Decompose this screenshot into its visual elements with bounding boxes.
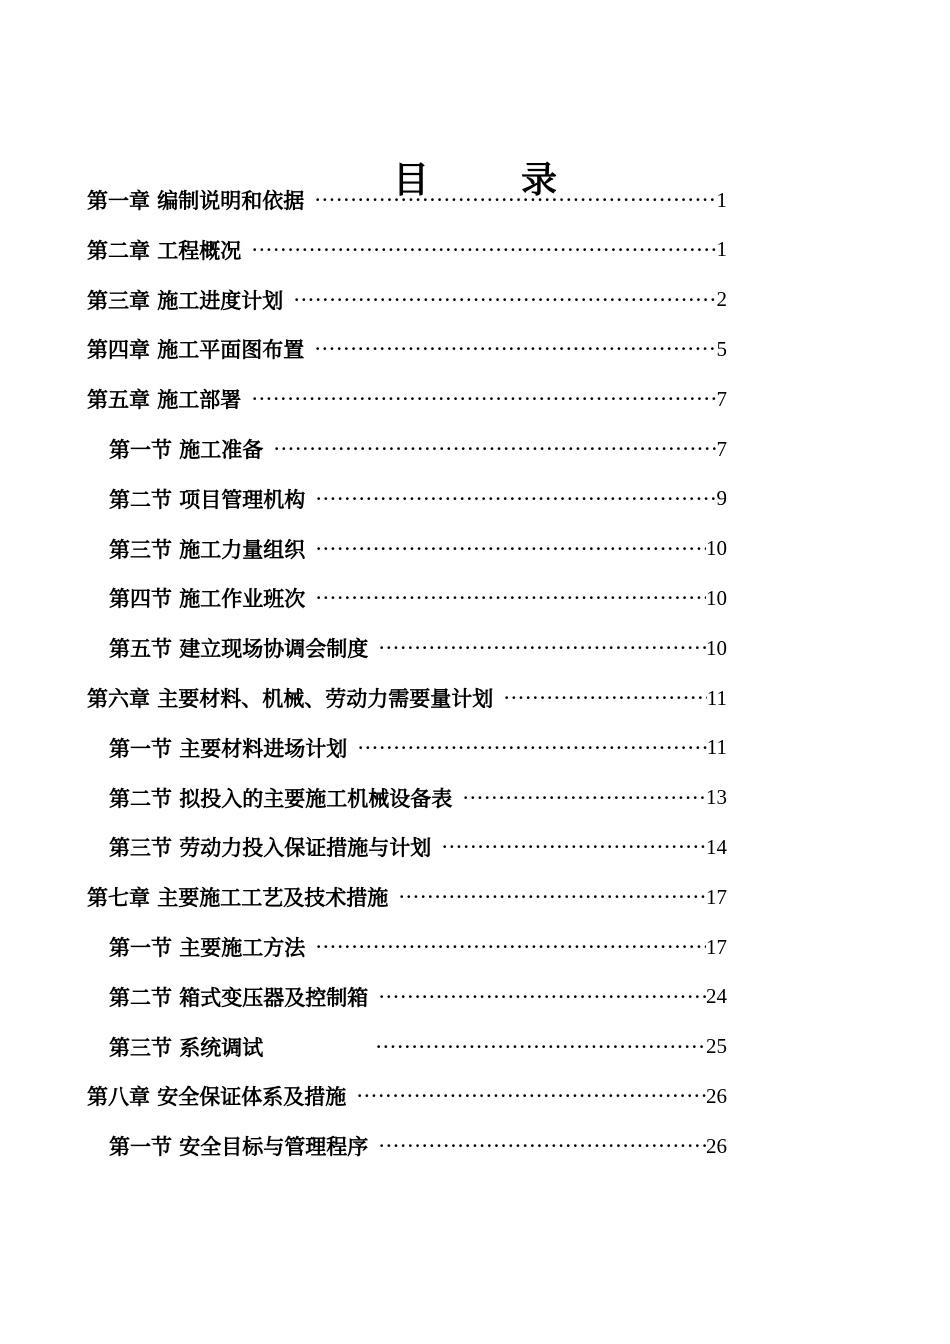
toc-page-number: 17 — [706, 934, 727, 959]
toc-page-number: 26 — [706, 1133, 727, 1158]
toc-section-entry[interactable] — [109, 1126, 727, 1166]
toc-entry-label: 第六章 主要材料、机械、劳动力需要量计划 — [87, 686, 494, 711]
toc-page-number: 10 — [706, 635, 727, 660]
toc-entry-label: 第七章 主要施工工艺及技术措施 — [87, 885, 389, 911]
toc-entry-label: 第五节 建立现场协调会制度 — [109, 636, 369, 662]
toc-leader-dots — [315, 537, 706, 561]
toc-leader-dots — [398, 885, 706, 909]
toc-chapter-entry[interactable] — [87, 1076, 727, 1116]
toc-chapter-entry[interactable] — [87, 230, 727, 270]
toc-leader-dots — [357, 736, 706, 760]
toc-entry-label: 第四节 施工作业班次 — [109, 586, 306, 612]
toc-section-entry[interactable] — [109, 628, 727, 668]
toc-entry-label: 第一章 编制说明和依据 — [87, 188, 305, 213]
toc-page-number: 17 — [706, 884, 727, 909]
toc-section-entry[interactable] — [109, 529, 727, 569]
toc-leader-dots — [251, 238, 716, 262]
toc-leader-dots — [314, 337, 716, 361]
toc-entry-label: 第三节 劳动力投入保证措施与计划 — [109, 835, 432, 861]
toc-leader-dots — [251, 387, 716, 411]
toc-section-entry[interactable] — [109, 977, 727, 1017]
toc-entry-label: 第五章 施工部署 — [87, 387, 242, 413]
toc-page-number: 9 — [716, 486, 727, 511]
toc-entry-label: 第八章 安全保证体系及措施 — [87, 1084, 347, 1110]
toc-chapter-entry[interactable] — [87, 678, 727, 718]
toc-page-number: 10 — [706, 585, 727, 610]
toc-page-number: 2 — [716, 287, 727, 312]
toc-entry-label: 第四章 施工平面图布置 — [87, 337, 305, 363]
toc-chapter-entry[interactable] — [87, 329, 727, 369]
toc-entry-label: 第一节 主要材料进场计划 — [109, 735, 348, 761]
toc-page-number: 5 — [716, 336, 727, 361]
toc-section-entry[interactable] — [109, 778, 727, 818]
toc-page-number: 14 — [706, 834, 727, 859]
toc-leader-dots — [315, 586, 706, 610]
toc-section-entry[interactable] — [109, 728, 727, 768]
toc-section-entry[interactable] — [109, 827, 727, 867]
toc-leader-dots — [273, 437, 716, 461]
toc-leader-dots — [356, 1084, 706, 1108]
toc-page-number: 10 — [706, 536, 727, 561]
toc-leader-dots — [378, 1134, 706, 1158]
toc-chapter-entry[interactable] — [87, 379, 727, 419]
toc-page-number: 7 — [716, 436, 727, 461]
toc-entry-label: 第二节 项目管理机构 — [109, 486, 306, 512]
toc-entry-label: 第三节 施工力量组织 — [109, 536, 306, 562]
toc-leader-dots — [314, 188, 716, 212]
toc-leader-dots — [315, 487, 716, 511]
toc-leader-dots — [378, 636, 706, 660]
toc-entry-label: 第一节 施工准备 — [109, 437, 264, 462]
toc-page-number: 11 — [706, 735, 727, 760]
toc-section-entry[interactable] — [109, 1027, 727, 1067]
toc-title: 目 录 — [392, 159, 585, 202]
toc-leader-dots — [315, 935, 706, 959]
toc-page-number: 26 — [706, 1083, 727, 1108]
toc-entry-label: 第二章 工程概况 — [87, 237, 242, 263]
toc-leader-dots — [293, 288, 716, 312]
toc-entry-label: 第二节 拟投入的主要施工机械设备表 — [109, 785, 453, 811]
toc-page-number: 13 — [706, 785, 727, 810]
toc-chapter-entry[interactable] — [87, 180, 727, 220]
toc-leader-dots — [375, 1035, 706, 1059]
toc-entry-label: 第三节 系统调试 — [109, 1034, 264, 1060]
toc-entry-label: 第一节 主要施工方法 — [109, 935, 306, 960]
toc-page-number: 7 — [716, 386, 727, 411]
toc-leader-dots — [378, 985, 706, 1009]
toc-section-entry[interactable] — [109, 578, 727, 618]
toc-leader-dots — [462, 786, 706, 810]
toc-leader-dots — [441, 835, 706, 859]
toc-chapter-entry[interactable] — [87, 877, 727, 917]
toc-leader-dots — [503, 686, 706, 710]
toc-page-number: 1 — [716, 237, 727, 262]
toc-page-number: 1 — [716, 187, 727, 212]
toc-section-entry[interactable] — [109, 429, 727, 469]
toc-entry-label: 第二节 箱式变压器及控制箱 — [109, 984, 369, 1010]
toc-section-entry[interactable] — [109, 479, 727, 519]
toc-page-number: 25 — [706, 1034, 727, 1059]
toc-entry-label: 第一节 安全目标与管理程序 — [109, 1134, 369, 1160]
toc-page-number: 11 — [706, 685, 727, 710]
toc-entry-label: 第三章 施工进度计划 — [87, 287, 284, 313]
toc-section-entry[interactable] — [109, 927, 727, 967]
toc-page-number: 24 — [706, 984, 727, 1009]
toc-chapter-entry[interactable] — [87, 280, 727, 320]
